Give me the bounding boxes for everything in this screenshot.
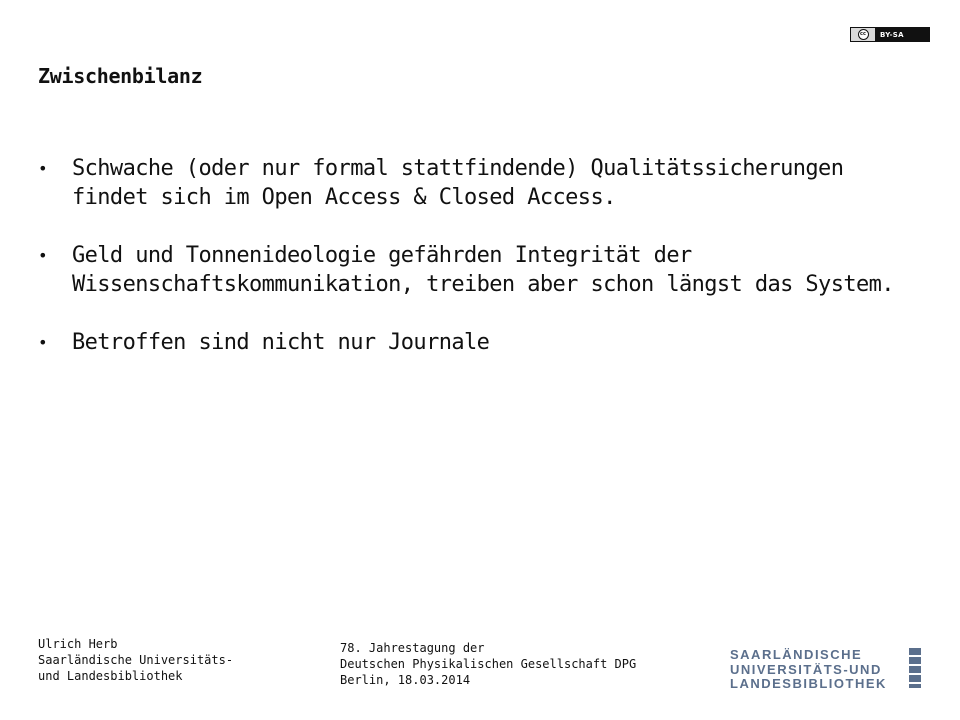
event-name-line2: Deutschen Physikalischen Gesellschaft DPG: [340, 657, 637, 671]
cc-icon: [851, 28, 875, 41]
cc-by-sa-license-badge: [850, 27, 930, 42]
bullet-item: [38, 154, 928, 212]
event-place-date: Berlin, 18.03.2014: [340, 673, 471, 687]
footer-author: [38, 636, 233, 684]
logo-line: UNIVERSITÄTS-UND: [730, 661, 882, 677]
bullet-list: [38, 154, 928, 386]
library-logo: [730, 648, 887, 692]
by-sa-label: BY-SA: [880, 30, 904, 39]
bullet-text: Betroffen sind nicht nur Journale: [72, 330, 490, 355]
bullet-text: Geld und Tonnenideologie gefährden Integrität der Wissenschaftskommunikation, treiben aber schon längst das System.: [72, 243, 894, 297]
logo-bars-icon: [909, 648, 921, 688]
author-affiliation-line1: Saarländische Universitäts-: [38, 653, 234, 667]
slide-title: Zwischenbilanz: [38, 64, 203, 88]
bullet-marker: •: [38, 246, 48, 265]
cc-label: cc: [858, 29, 869, 40]
bullet-text: Schwache (oder nur formal stattfindende) Qualitätssicherungen findet sich im Open Access & Closed Access.: [72, 156, 844, 210]
bullet-item: [38, 328, 928, 357]
bullet-marker: •: [38, 333, 48, 352]
event-name-line1: 78. Jahrestagung der: [340, 641, 485, 655]
author-affiliation-line2: und Landesbibliothek: [38, 669, 183, 683]
bullet-item: [38, 241, 928, 299]
author-name: Ulrich Herb: [38, 637, 118, 651]
logo-line: LANDESBIBLIOTHEK: [730, 676, 887, 691]
logo-line: SAARLÄNDISCHE: [730, 647, 863, 662]
footer-event: [340, 640, 636, 688]
bullet-marker: •: [38, 159, 48, 178]
logo-wordmark: [730, 648, 887, 692]
